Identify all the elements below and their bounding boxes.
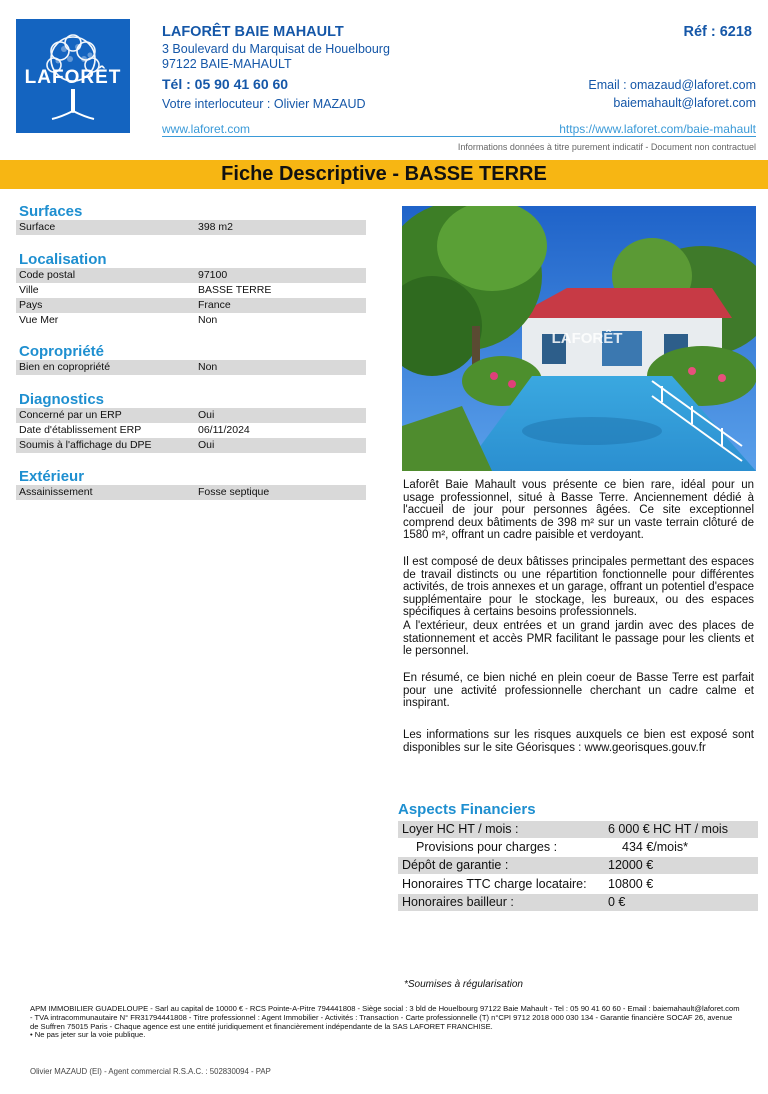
row-label: Concerné par un ERP [19, 409, 122, 421]
page-title: Fiche Descriptive - BASSE TERRE [221, 163, 547, 185]
table-row [16, 268, 366, 283]
row-label: Code postal [19, 269, 76, 281]
table-row [16, 298, 366, 313]
agent-registration: Olivier MAZAUD (EI) - Agent commercial R.S.A.C. : 502830094 - PAP [30, 1067, 271, 1076]
table-row [16, 313, 366, 328]
website-link[interactable]: www.laforet.com [162, 122, 251, 136]
table-row [16, 485, 366, 500]
row-value: France [198, 299, 231, 311]
property-illustration [402, 206, 756, 471]
property-photo[interactable] [402, 206, 756, 471]
financial-row [398, 821, 758, 838]
table-row [16, 408, 366, 423]
row-label: Pays [19, 299, 43, 311]
agency-email[interactable]: baiemahault@laforet.com [613, 96, 756, 110]
financial-row [398, 839, 758, 856]
financial-row [398, 857, 758, 874]
row-value: Oui [198, 439, 215, 451]
row-label: Ville [19, 284, 39, 296]
row-value: 12000 € [608, 858, 654, 872]
financial-row [398, 876, 758, 893]
row-label: Soumis à l'affichage du DPE [19, 439, 152, 451]
table-row [16, 438, 366, 453]
agency-phone[interactable]: Tél : 05 90 41 60 60 [162, 76, 289, 92]
photo-watermark: LAFORÊT [551, 330, 623, 347]
table-row [16, 220, 366, 235]
logo-wordmark: LAFORÊT [24, 67, 122, 88]
agency-logo [16, 19, 130, 133]
row-label: Provisions pour charges : [416, 840, 558, 854]
agent-email[interactable]: Email : omazaud@laforet.com [588, 78, 756, 92]
row-label: Honoraires TTC charge locataire: [402, 877, 587, 891]
section-title-copropriete: Copropriété [19, 343, 105, 360]
row-label: Dépôt de garantie : [402, 858, 509, 872]
row-value: 97100 [198, 269, 228, 281]
header-divider [162, 136, 756, 137]
description-paragraph: Il est composé de deux bâtisses principales permettant des espaces de travail distincts ou une répartition fonctionnelle pour différentes activités, de trois annexes et un garage, offrant un potentiel d'espace supplémentaire pour le stockage, les bureaux, ou des espaces spécifiques à certains besoins professionnels. [403, 556, 754, 619]
description-paragraph: Laforêt Baie Mahault vous présente ce bien rare, idéal pour un usage professionnel, situé à Basse Terre. Anciennement dédié à l'accueil de jour pour personnes âgées. Ce site exceptionnel comprend deux bâtiments de 398 m² sur un vaste terrain clôturé de 1580 m², offrant un cadre paisible et verdoyant. [403, 479, 754, 542]
row-value: Oui [198, 409, 215, 421]
agency-url-link[interactable]: https://www.laforet.com/baie-mahault [559, 122, 756, 136]
agency-name: LAFORÊT BAIE MAHAULT [162, 24, 344, 40]
description-paragraph: En résumé, ce bien niché en plein coeur de Basse Terre est parfait pour une activité professionnelle cherchant un cadre calme et inspirant. [403, 672, 754, 710]
row-label: Loyer HC HT / mois : [402, 822, 519, 836]
financial-row [398, 894, 758, 911]
description-paragraph: Les informations sur les risques auxquels ce bien est exposé sont disponibles sur le site Géorisques : www.georisques.gouv.fr [403, 729, 754, 754]
row-value: Fosse septique [198, 486, 270, 498]
row-label: Vue Mer [19, 314, 59, 326]
property-reference: Réf : 6218 [683, 24, 752, 40]
table-row [16, 423, 366, 438]
section-title-surfaces: Surfaces [19, 203, 83, 220]
row-value: BASSE TERRE [198, 284, 272, 296]
row-value: 398 m2 [198, 221, 234, 233]
section-title-exterieur: Extérieur [19, 468, 85, 485]
legal-text: APM IMMOBILIER GUADELOUPE - Sarl au capital de 10000 € - RCS Pointe-A-Pitre 794441808 - Siège social : 3 bld de Houelbourg 97122 Baie Mahault - Tel : 05 90 41 60 60 - Email : baiemahault@laforet.com - TVA intracommunautaire N° FR31794441808 - Titre professionnel : Agent Immobilier - Activités : Transaction - Carte professionnelle (T) n°CPI 9712 2018 000 030 134 - Garantie financière SOCAF 26, avenue de Suffren 75015 Paris - Chaque agence est une entité juridiquement et financièrement indépendante de la SAS LAFORET FRANCHISE. [30, 1004, 740, 1031]
legal-notice: • Ne pas jeter sur la voie publique. [30, 1030, 146, 1040]
row-value: 434 €/mois* [622, 840, 689, 854]
row-label: Date d'établissement ERP [19, 424, 142, 436]
row-label: Surface [19, 221, 56, 233]
charges-note: *Soumises à régularisation [404, 979, 523, 990]
row-value: 10800 € [608, 877, 654, 891]
row-label: Bien en copropriété [19, 361, 111, 373]
legal-footer [30, 1005, 742, 1040]
row-value: Non [198, 361, 218, 373]
row-value: 6 000 € HC HT / mois [608, 822, 728, 836]
row-value: Non [198, 314, 218, 326]
disclaimer: Informations données à titre purement indicatif - Document non contractuel [457, 142, 756, 152]
section-title-localisation: Localisation [19, 251, 107, 268]
contact-person: Votre interlocuteur : Olivier MAZAUD [162, 97, 366, 111]
row-label: Honoraires bailleur : [402, 895, 514, 909]
row-value: 0 € [608, 895, 626, 909]
row-label: Assainissement [19, 486, 93, 498]
section-title-diagnostics: Diagnostics [19, 391, 105, 408]
agency-address-line2: 97122 BAIE-MAHAULT [162, 57, 292, 71]
table-row [16, 360, 366, 375]
table-row [16, 283, 366, 298]
title-banner [0, 160, 768, 189]
section-title-financials: Aspects Financiers [398, 801, 536, 818]
row-value: 06/11/2024 [198, 424, 250, 436]
agency-address-line1: 3 Boulevard du Marquisat de Houelbourg [162, 42, 390, 56]
description-paragraph: A l'extérieur, deux entrées et un grand jardin avec des places de stationnement et accès PMR facilitant le passage pour les clients et le personnel. [403, 620, 754, 658]
